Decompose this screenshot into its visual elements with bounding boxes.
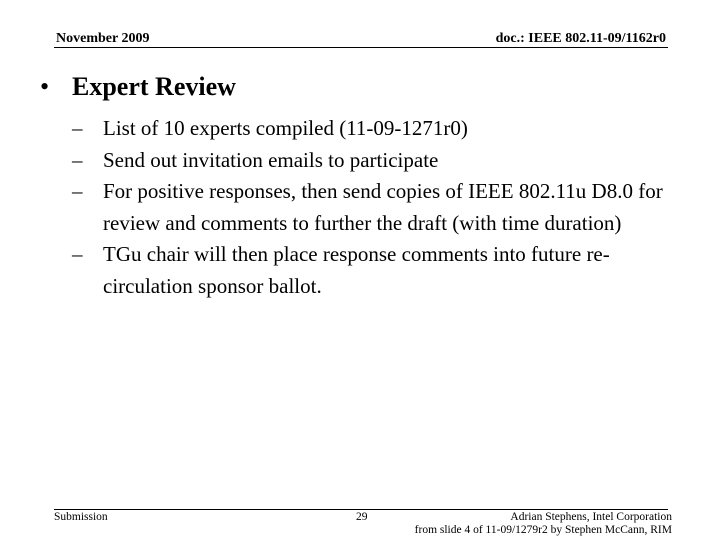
dash-marker: –: [72, 179, 83, 203]
bullet-item: [72, 176, 682, 239]
title-bullet: •: [40, 72, 50, 101]
dash-marker: –: [72, 147, 83, 172]
bullet-text: TGu chair will then place response comments into future re-circulation sponsor ballot.: [103, 242, 610, 298]
footer-author: Adrian Stephens, Intel Corporation: [510, 511, 672, 523]
bullet-item: [72, 145, 682, 177]
footer-source: from slide 4 of 11-09/1279r2 by Stephen McCann, RIM: [414, 524, 672, 536]
header-date: November 2009: [56, 31, 150, 46]
slide-title-text: Expert Review: [72, 72, 236, 101]
footer-attribution: [415, 511, 672, 537]
slide-title: [40, 71, 236, 103]
bullet-list: [72, 113, 682, 302]
footer-divider: [54, 509, 668, 510]
header-divider: [54, 47, 668, 48]
footer-submission: Submission: [54, 511, 108, 523]
bullet-item: [72, 113, 682, 145]
header-doc-id: doc.: IEEE 802.11-09/1162r0: [495, 31, 666, 46]
bullet-text: List of 10 experts compiled (11-09-1271r0): [103, 116, 468, 140]
dash-marker: –: [72, 242, 83, 266]
bullet-text: For positive responses, then send copies of IEEE 802.11u D8.0 for review and comments to further the draft (with time duration): [103, 179, 663, 235]
bullet-item: [72, 239, 682, 302]
dash-marker: –: [72, 116, 83, 140]
bullet-text: Send out invitation emails to participate: [103, 147, 439, 172]
page-number: 29: [356, 511, 368, 523]
